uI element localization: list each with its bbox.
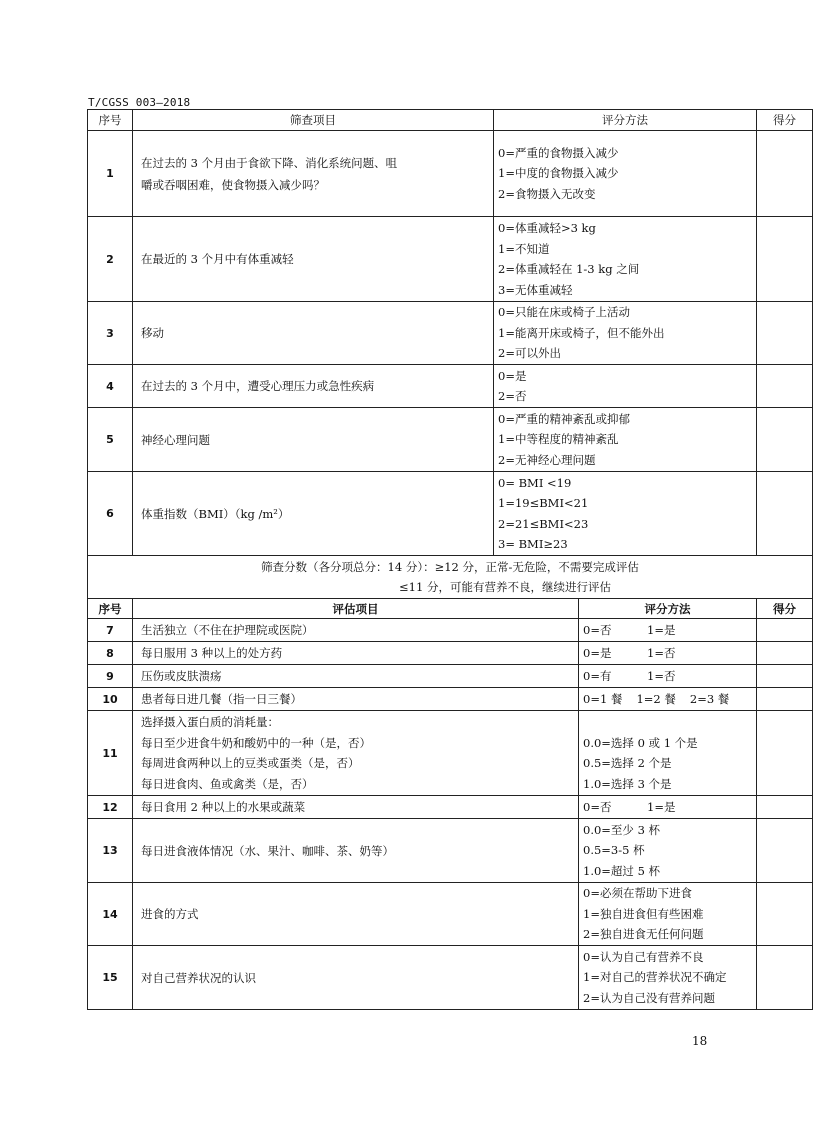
summary-line: ≤11 分，可能有营养不良，继续进行评估	[399, 580, 611, 594]
option: 0=否	[583, 623, 612, 637]
row-options	[494, 131, 757, 217]
header-no: 序号	[88, 599, 133, 619]
row-number: 8	[88, 642, 133, 665]
option: 0=有	[583, 669, 612, 683]
row-options	[579, 711, 757, 796]
table-row	[88, 796, 813, 819]
option: 1=独自进食但有些困难	[583, 906, 704, 921]
row-item: 生活独立（不住在护理院或医院）	[133, 619, 579, 642]
option: 0=是	[498, 368, 527, 383]
table-row	[88, 472, 813, 556]
item-line: 每日进食肉、鱼或禽类（是，否）	[141, 776, 314, 791]
row-number: 11	[88, 711, 133, 796]
option: 1=否	[647, 646, 676, 660]
score-cell[interactable]	[757, 665, 813, 688]
item-line: 每周进食两种以上的豆类或蛋类（是，否）	[141, 756, 360, 770]
table-row	[88, 642, 813, 665]
table-row	[88, 819, 813, 883]
score-cell[interactable]	[757, 819, 813, 883]
score-cell[interactable]	[757, 472, 813, 556]
option: 0.5=选择 2 个是	[583, 756, 672, 770]
row-options	[579, 883, 757, 946]
option	[583, 712, 756, 733]
option: 0.5=3-5 杯	[583, 843, 645, 858]
option: 2=否	[498, 389, 527, 403]
row-item	[133, 711, 579, 796]
table-row	[88, 946, 813, 1010]
option: 1=中等程度的精神紊乱	[498, 432, 619, 447]
row-options	[579, 796, 757, 819]
document-code: T/CGSS 003—2018	[88, 96, 191, 109]
header-method: 评分方法	[579, 599, 757, 619]
option: 1=否	[647, 669, 676, 683]
row-number: 2	[88, 217, 133, 302]
row-number: 1	[88, 131, 133, 217]
score-cell[interactable]	[757, 883, 813, 946]
score-cell[interactable]	[757, 217, 813, 302]
row-number: 12	[88, 796, 133, 819]
option: 0= BMI <19	[498, 475, 572, 490]
option: 0=否	[583, 800, 612, 814]
score-cell[interactable]	[757, 365, 813, 408]
row-item: 体重指数（BMI）（kg /m²）	[133, 472, 494, 556]
option: 2=21≤BMI<23	[498, 516, 589, 531]
item-line: 选择摄入蛋白质的消耗量：	[141, 715, 279, 729]
option: 0=认为自己有营养不良	[583, 949, 704, 964]
score-cell[interactable]	[757, 642, 813, 665]
row-item: 在过去的 3 个月中，遭受心理压力或急性疾病	[133, 365, 494, 408]
row-options	[579, 665, 757, 688]
table-row	[88, 619, 813, 642]
row-number: 10	[88, 688, 133, 711]
option: 2=3 餐	[689, 692, 730, 706]
score-cell[interactable]	[757, 796, 813, 819]
row-item: 每日进食液体情况（水、果汁、咖啡、茶、奶等）	[133, 819, 579, 883]
score-cell[interactable]	[757, 711, 813, 796]
option: 2=认为自己没有营养问题	[583, 990, 715, 1005]
score-cell[interactable]	[757, 688, 813, 711]
row-number: 9	[88, 665, 133, 688]
row-number: 13	[88, 819, 133, 883]
header-score: 得分	[757, 110, 813, 131]
row-number: 7	[88, 619, 133, 642]
row-item: 压伤或皮肤溃疡	[133, 665, 579, 688]
option: 2=可以外出	[498, 346, 561, 361]
row-options	[494, 472, 757, 556]
option: 3=无体重减轻	[498, 282, 573, 297]
option: 1=是	[647, 623, 676, 637]
screening-header-row	[88, 110, 813, 131]
table-row	[88, 408, 813, 472]
row-options	[579, 619, 757, 642]
row-options	[579, 819, 757, 883]
option: 0.0=选择 0 或 1 个是	[583, 735, 698, 750]
option: 0=必须在帮助下进食	[583, 886, 692, 901]
option: 0=体重减轻>3 kg	[498, 221, 596, 235]
item-line: 在过去的 3 个月由于食欲下降、消化系统问题、咀	[141, 155, 398, 170]
row-options	[494, 408, 757, 472]
header-item: 筛查项目	[133, 110, 494, 131]
screening-summary-row	[88, 556, 813, 599]
option: 3= BMI≥23	[498, 537, 568, 551]
table-row	[88, 883, 813, 946]
option: 1=2 餐	[636, 692, 676, 706]
row-number: 6	[88, 472, 133, 556]
row-item: 患者每日进几餐（指一日三餐）	[133, 688, 579, 711]
row-item: 神经心理问题	[133, 408, 494, 472]
table-row	[88, 688, 813, 711]
row-number: 3	[88, 302, 133, 365]
table-row	[88, 365, 813, 408]
header-item: 评估项目	[133, 599, 579, 619]
option: 2=体重减轻在 1-3 kg 之间	[498, 262, 640, 276]
option: 1=19≤BMI<21	[498, 496, 589, 510]
header-score: 得分	[757, 599, 813, 619]
option: 1=能离开床或椅子，但不能外出	[498, 325, 665, 340]
option: 0=是	[583, 646, 612, 660]
row-item: 在最近的 3 个月中有体重减轻	[133, 217, 494, 302]
option: 1=对自己的营养状况不确定	[583, 970, 727, 985]
option: 1.0=超过 5 杯	[583, 863, 661, 878]
page-number: 18	[692, 1034, 708, 1048]
assessment-header-row	[88, 599, 813, 619]
row-options	[579, 946, 757, 1010]
option: 2=食物摄入无改变	[498, 186, 596, 201]
row-item: 对自己营养状况的认识	[133, 946, 579, 1010]
row-item	[133, 131, 494, 217]
row-number: 15	[88, 946, 133, 1010]
table-row	[88, 302, 813, 365]
row-options	[494, 217, 757, 302]
option: 0=1 餐	[583, 692, 623, 706]
row-options	[579, 642, 757, 665]
score-cell[interactable]	[757, 619, 813, 642]
summary-line: 筛查分数（各分项总分：14 分）：≥12 分，正常-无危险，不需要完成评估	[261, 560, 639, 574]
row-options	[579, 688, 757, 711]
table-row	[88, 711, 813, 796]
option: 0=严重的食物摄入减少	[498, 145, 619, 160]
header-no: 序号	[88, 110, 133, 131]
option: 1=不知道	[498, 241, 550, 256]
row-item: 移动	[133, 302, 494, 365]
table-row	[88, 131, 813, 217]
header-method: 评分方法	[494, 110, 757, 131]
row-options	[494, 365, 757, 408]
table-row	[88, 665, 813, 688]
score-cell[interactable]	[757, 408, 813, 472]
option: 0.0=至少 3 杯	[583, 822, 661, 837]
row-number: 4	[88, 365, 133, 408]
item-line: 每日至少进食牛奶和酸奶中的一种（是，否）	[141, 735, 371, 750]
score-cell[interactable]	[757, 946, 813, 1010]
option: 2=独自进食无任何问题	[583, 927, 704, 942]
table-row	[88, 217, 813, 302]
row-options	[494, 302, 757, 365]
option: 1.0=选择 3 个是	[583, 776, 672, 791]
row-item: 每日服用 3 种以上的处方药	[133, 642, 579, 665]
option: 1=中度的食物摄入减少	[498, 166, 619, 181]
option: 1=是	[647, 800, 676, 814]
row-item: 每日食用 2 种以上的水果或蔬菜	[133, 796, 579, 819]
mna-table	[87, 109, 813, 1010]
row-item: 进食的方式	[133, 883, 579, 946]
option: 2=无神经心理问题	[498, 452, 596, 467]
score-cell[interactable]	[757, 131, 813, 217]
option: 0=严重的精神紊乱或抑郁	[498, 411, 630, 426]
row-number: 5	[88, 408, 133, 472]
screening-summary	[88, 556, 813, 599]
option: 0=只能在床或椅子上活动	[498, 305, 630, 320]
row-number: 14	[88, 883, 133, 946]
score-cell[interactable]	[757, 302, 813, 365]
item-line: 嚼或吞咽困难，使食物摄入减少吗？	[141, 177, 325, 192]
